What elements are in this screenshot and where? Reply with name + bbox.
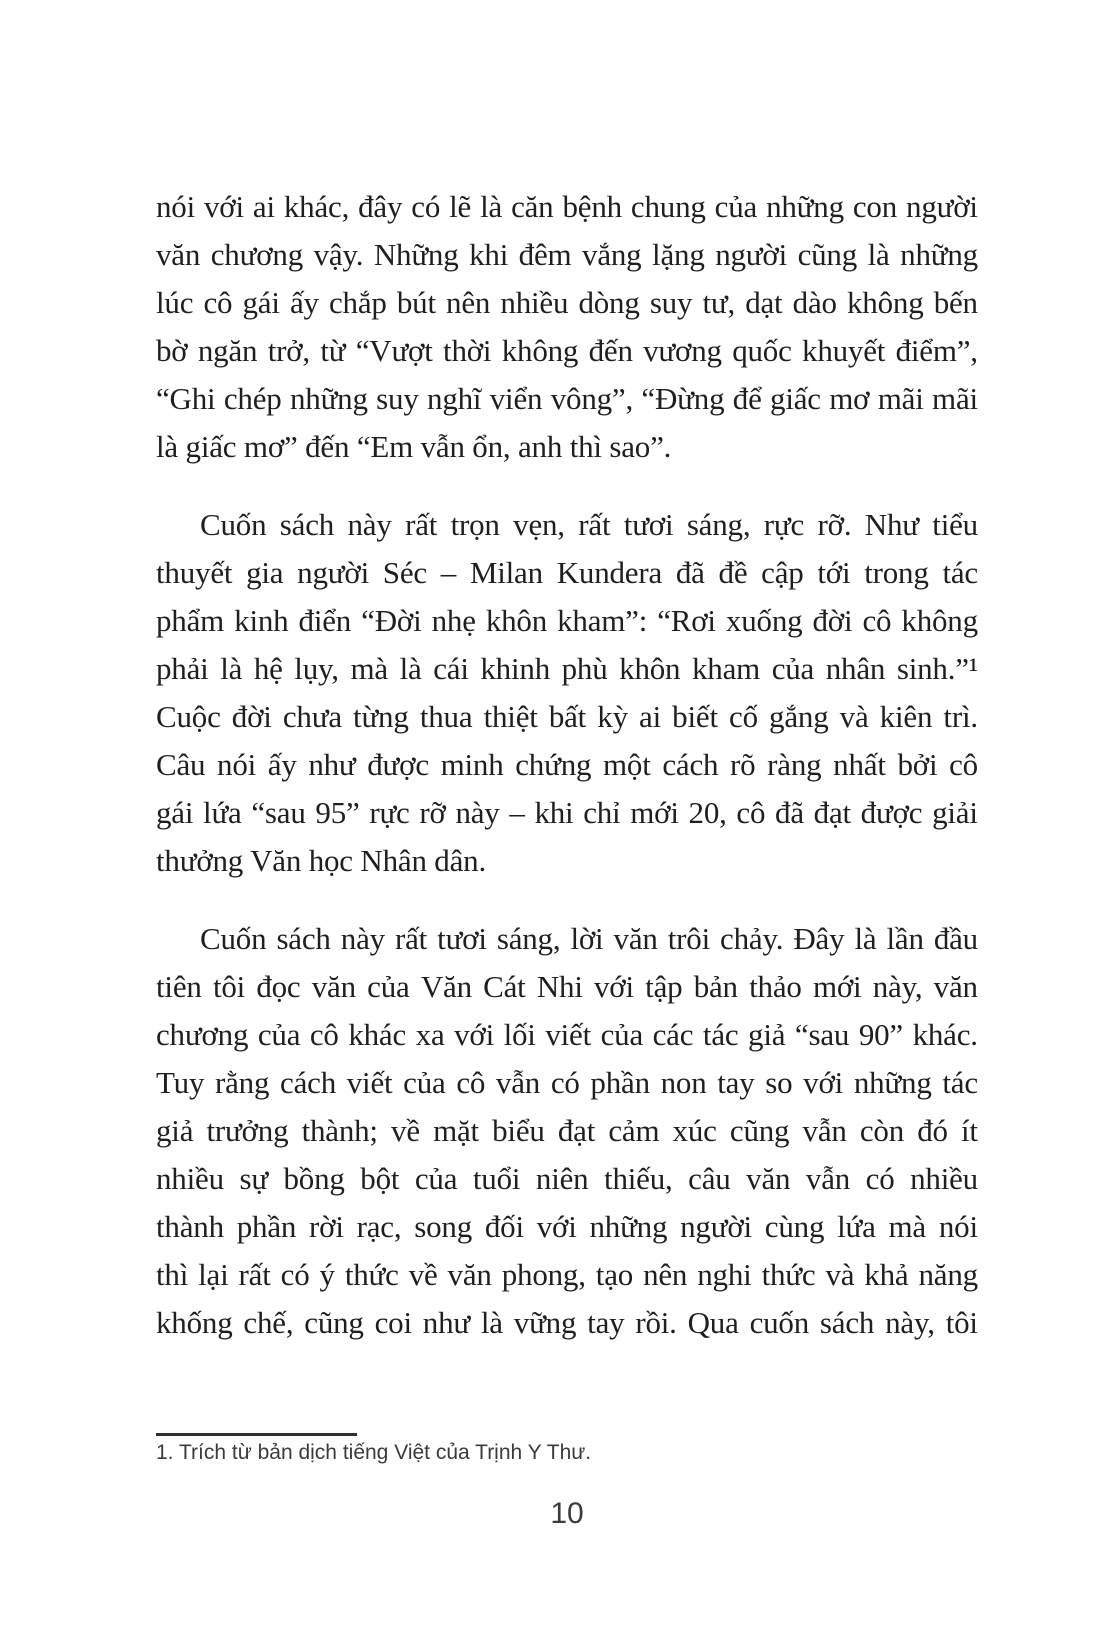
text-line: chương của cô khác xa với lối viết của các tác giả “sau 90” khác.	[156, 1017, 978, 1052]
text-line: khống chế, cũng coi như là vững tay rồi. Qua cuốn sách này, tôi	[156, 1305, 978, 1340]
text-line: nói với ai khác, đây có lẽ là căn bệnh chung của những con người	[156, 189, 978, 224]
text-line: gái lứa “sau 95” rực rỡ này – khi chỉ mới 20, cô đã đạt được giải	[156, 795, 978, 830]
text-line: Cuốn sách này rất tươi sáng, lời văn trôi chảy. Đây là lần đầu	[200, 921, 978, 956]
text-line: Cuộc đời chưa từng thua thiệt bất kỳ ai biết cố gắng và kiên trì.	[156, 699, 978, 734]
text-line: thuyết gia người Séc – Milan Kundera đã đề cập tới trong tác	[156, 555, 978, 590]
text-line: thưởng Văn học Nhân dân.	[156, 843, 487, 878]
text-line: nhiều sự bồng bột của tuổi niên thiếu, câu văn vẫn có nhiều	[156, 1161, 978, 1196]
text-line: “Ghi chép những suy nghĩ viển vông”, “Đừng để giấc mơ mãi mãi	[156, 381, 978, 416]
text-line: Câu nói ấy như được minh chứng một cách rõ ràng nhất bởi cô	[156, 747, 978, 782]
paragraph	[156, 915, 978, 1347]
text-line: bờ ngăn trở, từ “Vượt thời không đến vương quốc khuyết điểm”,	[156, 333, 978, 368]
text-line: phải là hệ lụy, mà là cái khinh phù khôn kham của nhân sinh.”¹	[156, 651, 978, 686]
footnote-text: 1. Trích từ bản dịch tiếng Việt của Trịnh Y Thư.	[156, 1441, 592, 1464]
text-line: tiên tôi đọc văn của Văn Cát Nhi với tập bản thảo mới này, văn	[156, 969, 978, 1004]
paragraph	[156, 183, 978, 471]
text-line: thành phần rời rạc, song đối với những người cùng lứa mà nói	[156, 1209, 978, 1244]
text-line: văn chương vậy. Những khi đêm vắng lặng người cũng là những	[156, 237, 978, 272]
text-line: Cuốn sách này rất trọn vẹn, rất tươi sáng, rực rỡ. Như tiểu	[200, 507, 978, 542]
text-line: là giấc mơ” đến “Em vẫn ổn, anh thì sao”.	[156, 429, 672, 464]
text-line: giả trưởng thành; về mặt biểu đạt cảm xúc cũng vẫn còn đó ít	[156, 1113, 978, 1148]
page-number: 10	[550, 1497, 584, 1530]
paragraph	[156, 501, 978, 885]
body-text-column	[156, 183, 978, 1347]
text-line: lúc cô gái ấy chắp bút nên nhiều dòng suy tư, dạt dào không bến	[156, 285, 978, 320]
text-line: phẩm kinh điển “Đời nhẹ khôn kham”: “Rơi xuống đời cô không	[156, 603, 978, 638]
footnote-separator	[156, 1433, 357, 1436]
text-line: Tuy rằng cách viết của cô vẫn có phần non tay so với những tác	[156, 1065, 978, 1100]
text-line: thì lại rất có ý thức về văn phong, tạo nên nghi thức và khả năng	[156, 1257, 978, 1292]
